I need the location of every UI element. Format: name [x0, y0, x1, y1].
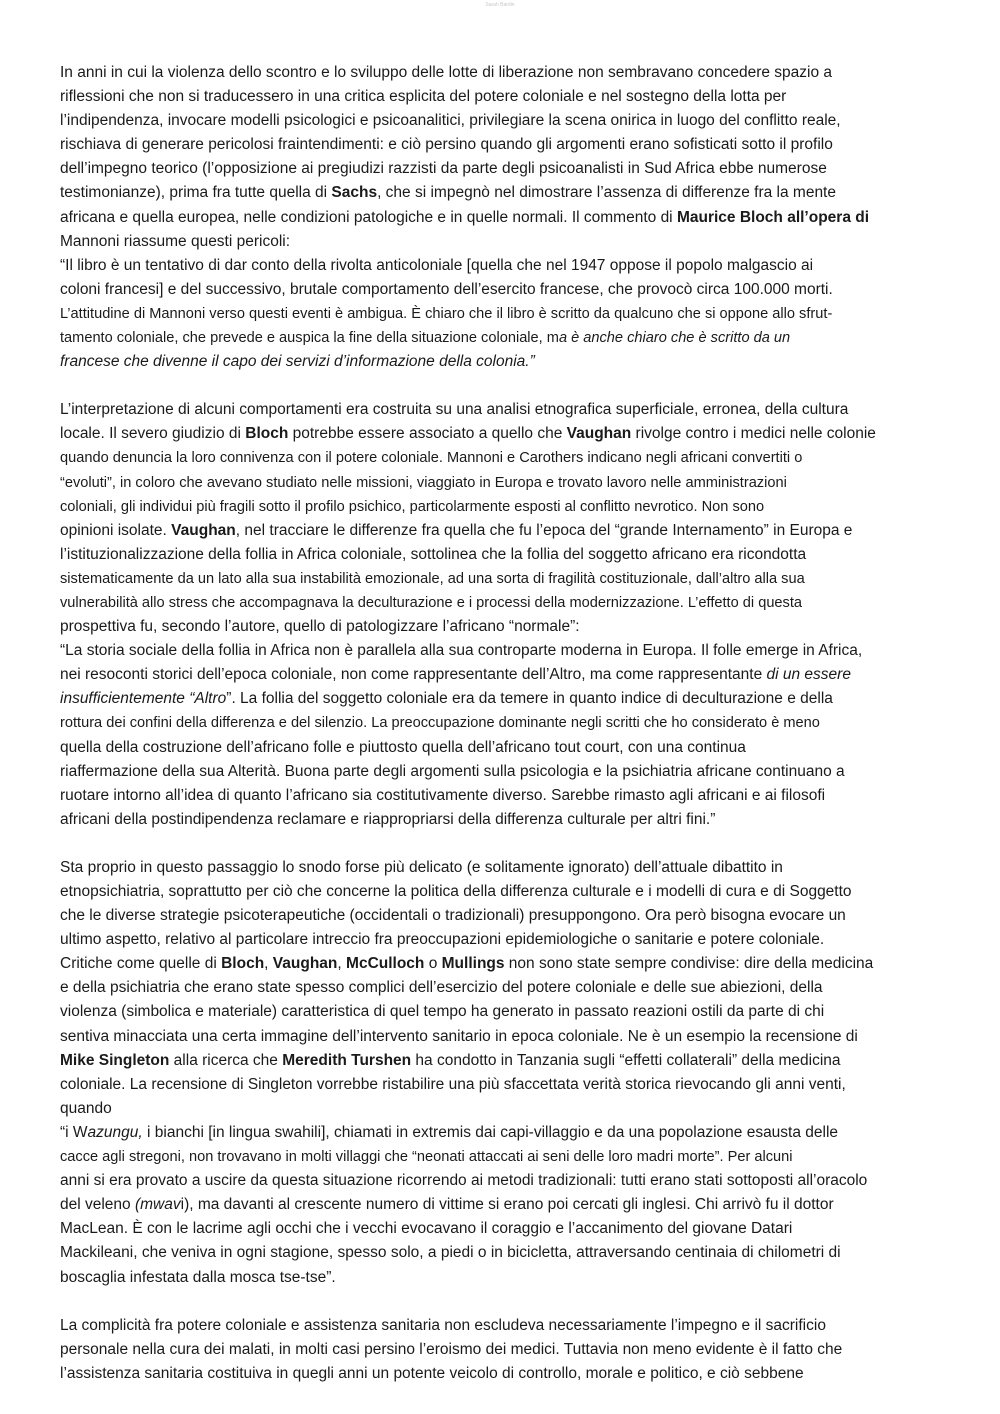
text-line: anni si era provato a uscire da questa situazione ricorrendo ai metodi tradizionali: tutti erano stati sottoposti all’oracolo — [60, 1172, 868, 1190]
text-line: l’indipendenza, invocare modelli psicologici e psicoanalitici, privilegiare la scena onirica in luogo del conflitto reale, — [60, 112, 841, 130]
text-line: coloniali, gli individui più fragili sotto il profilo psichico, particolarmente esposti al conflitto nevrotico. Non sono — [60, 498, 765, 515]
text-line: quella della costruzione dell’africano folle e piuttosto quella dell’africano tout court, con una continua — [60, 738, 746, 756]
text-line: La complicità fra potere coloniale e assistenza sanitaria non escludeva necessariamente l’impegno e il sacrificio — [60, 1316, 826, 1334]
text-line: L’interpretazione di alcuni comportamenti era costruita su una analisi etnografica superficiale, erronea, della cultura — [60, 401, 849, 419]
text-line: ultimo aspetto, relativo al particolare intreccio fra preoccupazioni epidemiologiche o sanitarie e potere coloniale. — [60, 931, 825, 949]
text-line: africana e quella europea, nelle condizioni patologiche e in quelle normali. Il commento di Maurice Bloch all’opera di — [60, 208, 870, 226]
text-line: “Il libro è un tentativo di dar conto della rivolta anticoloniale [quella che nel 1947 oppose il popolo malgascio ai — [60, 256, 814, 274]
text-line: Mackileani, che veniva in ogni stagione, spesso solo, a piedi o in bicicletta, attraversando centinaia di chilometri di — [60, 1244, 841, 1262]
text-line: L’attitudine di Mannoni verso questi eventi è ambigua. È chiaro che il libro è scritto da qualcuno che si oppone allo sfrut- — [60, 305, 833, 322]
text-line: del veleno (mwavi), ma davanti al crescente numero di vittime si erano poi cercati gli inglesi. Chi arrivò fu il dottor — [60, 1196, 834, 1214]
text-line: coloniale. La recensione di Singleton vorrebbe ristabilire una più sfaccettata verità storica rievocando gli anni venti, — [60, 1075, 846, 1093]
text-line: prospettiva fu, secondo l’autore, quello di patologizzare l’africano “normale”: — [60, 618, 580, 636]
text-line: rottura dei confini della differenza e del silenzio. La preoccupazione dominante negli scritti che ho considerato è meno — [60, 715, 820, 732]
text-line: sentiva minacciata una certa immagine dell’intervento sanitario in epoca coloniale. Ne è un esempio la recensione di — [60, 1027, 858, 1045]
paragraph-4 — [60, 1314, 936, 1386]
page-header-mark: Sarah Bardin — [485, 2, 515, 8]
text-line: boscaglia infestata dalla mosca tse-tse”. — [60, 1268, 336, 1286]
text-line: personale nella cura dei malati, in molti casi persino l’eroismo dei medici. Tuttavia non meno evidente è il fatto che — [60, 1340, 843, 1358]
text-line: africani della postindipendenza reclamare e riappropriarsi della differenza culturale per altri fini.” — [60, 810, 716, 828]
text-line: riflessioni che non si traducessero in una critica esplicita del potere coloniale e nel sostegno della lotta per — [60, 88, 787, 106]
text-line: quando — [60, 1099, 112, 1117]
text-line: l’assistenza sanitaria costituiva in quegli anni un potente veicolo di controllo, morale e politico, e ciò sebbene — [60, 1364, 804, 1382]
text-line: coloni francesi] e del successivo, brutale comportamento dell’esercito francese, che provocò circa 100.000 morti. — [60, 280, 833, 298]
text-line: In anni in cui la violenza dello scontro e lo sviluppo delle lotte di liberazione non sembravano concedere spazio a — [60, 64, 833, 81]
text-line: Mannoni riassume questi pericoli: — [60, 232, 291, 250]
text-line: “evoluti”, in coloro che avevano studiato nelle missioni, viaggiato in Europa e trovato lavoro nelle amministrazioni — [60, 474, 787, 491]
text-line: MacLean. È con le lacrime agli occhi che i vecchi evocavano il coraggio e l’accanimento del giovane Datari — [60, 1220, 793, 1238]
text-line: vulnerabilità allo stress che accompagnava la deculturazione e i processi della modernizzazione. L’effetto di questa — [60, 594, 803, 611]
paragraph-3 — [60, 856, 936, 1290]
text-line: ruotare intorno all’idea di quanto l’africano sia costitutivamente diverso. Sarebbe rimasto agli africani e ai filosofi — [60, 786, 826, 804]
text-line: Mike Singleton alla ricerca che Meredith Turshen ha condotto in Tanzania sugli “effetti collaterali” della medicina — [60, 1051, 841, 1069]
text-line: tamento coloniale, che prevede e auspica la fine della situazione coloniale, ma è anche chiaro che è scritto da un — [60, 330, 791, 347]
text-line: e della psichiatria che erano state spesso complici dell’esercizio del potere coloniale e delle sue abiezioni, della — [60, 979, 823, 997]
paragraph-2 — [60, 398, 936, 832]
text-line: dell’impegno teorico (l’opposizione ai pregiudizi razzisti da parte degli psicoanalisti in Sud Africa ebbe numerose — [60, 160, 827, 178]
text-line: testimonianze), prima fra tutte quella di Sachs, che si impegnò nel dimostrare l’assenza di differenze fra la mente — [60, 184, 836, 202]
text-line: “i Wazungu, i bianchi [in lingua swahili], chiamati in extremis dai capi-villaggio e da una popolazione esausta delle — [60, 1123, 839, 1141]
text-line: rischiava di generare pericolosi fraintendimenti: e ciò persino quando gli argomenti erano sofisticati sotto il profilo — [60, 136, 833, 154]
text-line: violenza (simbolica e materiale) caratteristica di quel tempo ha generato in passato reazioni ostili da parte di chi — [60, 1003, 825, 1021]
document-body — [60, 61, 936, 1386]
text-line: quando denuncia la loro connivenza con il potere coloniale. Mannoni e Carothers indicano negli africani convertiti o — [60, 450, 803, 467]
text-line: che le diverse strategie psicoterapeutiche (occidentali o tradizionali) presuppongono. Ora però bisogna evocare un — [60, 907, 846, 925]
text-line: nei resoconti storici dell’epoca coloniale, non come rappresentante dell’Altro, ma come rappresentante di un essere — [60, 666, 851, 684]
text-line: locale. Il severo giudizio di Bloch potrebbe essere associato a quello che Vaughan rivolge contro i medici nelle colonie — [60, 425, 876, 443]
text-line: Critiche come quelle di Bloch, Vaughan, McCulloch o Mullings non sono state sempre condivise: dire della medicina — [60, 955, 874, 973]
text-line: l’istituzionalizzazione della follia in Africa coloniale, sottolinea che la follia del soggetto africano era ricondotta — [60, 545, 807, 563]
text-line: etnopsichiatria, soprattutto per ciò che concerne la politica della differenza culturale e i modelli di cura e di Soggetto — [60, 883, 852, 900]
text-line: sistematicamente da un lato alla sua instabilità emozionale, ad una sorta di fragilità costituzionale, dall’altro alla sua — [60, 570, 805, 587]
paragraph-1 — [60, 61, 936, 374]
text-line: insufficientemente “Altro”. La follia del soggetto coloniale era da temere in quanto indice di deculturazione e della — [60, 690, 833, 708]
text-line: riaffermazione della sua Alterità. Buona parte degli argomenti sulla psicologia e la psichiatria africane continuano a — [60, 762, 845, 780]
text-line: francese che divenne il capo dei servizi d’informazione della colonia.” — [60, 353, 535, 371]
text-line: opinioni isolate. Vaughan, nel tracciare le differenze fra quella che fu l’epoca del “grande Internamento” in Europa e — [60, 521, 853, 539]
text-line: cacce agli stregoni, non trovavano in molti villaggi che “neonati attaccati ai seni delle loro madri morte”. Per alcuni — [60, 1149, 793, 1166]
text-line: “La storia sociale della follia in Africa non è parallela alla sua controparte moderna in Europa. Il folle emerge in Africa, — [60, 642, 863, 660]
text-line: Sta proprio in questo passaggio lo snodo forse più delicato (e solitamente ignorato) dell’attuale dibattito in — [60, 858, 783, 876]
